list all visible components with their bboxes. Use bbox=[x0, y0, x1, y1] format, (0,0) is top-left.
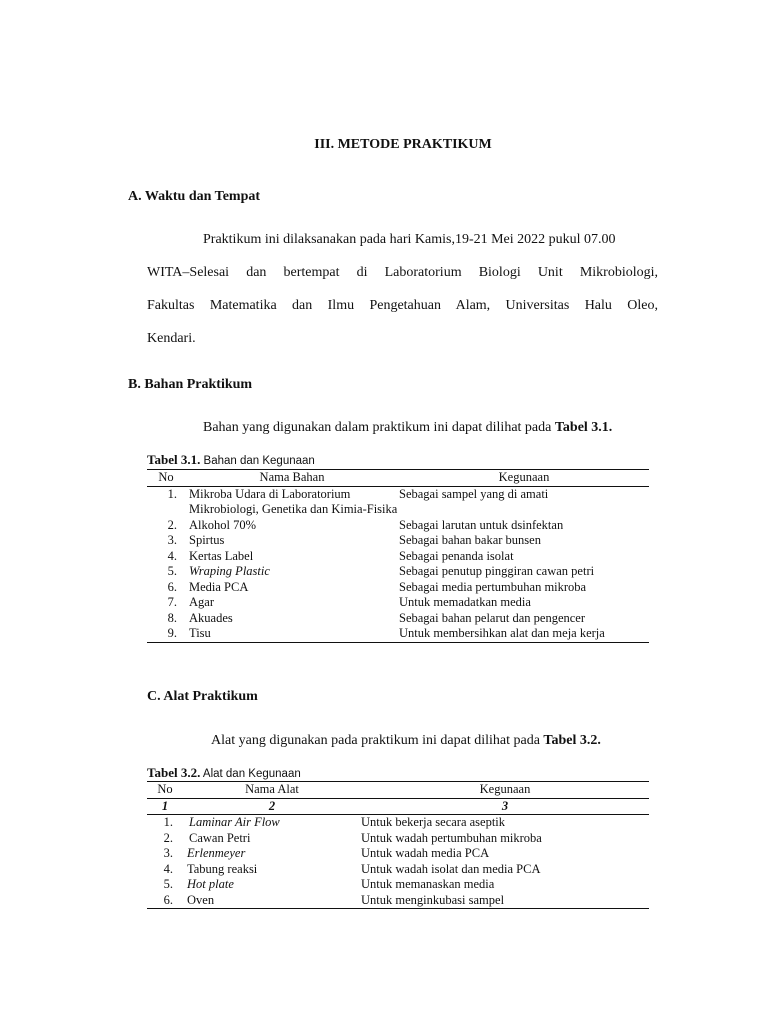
row-use: Sebagai sampel yang di amati bbox=[399, 486, 549, 501]
row-no: 5. bbox=[167, 564, 177, 578]
row-no: 1. bbox=[167, 486, 177, 501]
row-name: Spirtus bbox=[189, 533, 225, 547]
row-no: 8. bbox=[167, 610, 177, 625]
table-row bbox=[147, 862, 649, 878]
table2-header-name: Nama Alat bbox=[183, 782, 361, 799]
table1-caption-title: Bahan dan Kegunaan bbox=[200, 455, 315, 467]
table2-caption-title: Alat dan Kegunaan bbox=[200, 768, 301, 780]
row-use: Untuk memadatkan media bbox=[399, 595, 531, 609]
table-alat bbox=[147, 781, 649, 909]
row-no: 6. bbox=[147, 893, 183, 909]
section-c-heading: C. Alat Praktikum bbox=[147, 689, 258, 704]
section-c-intro-text: Alat yang digunakan pada praktikum ini dapat dilihat pada bbox=[211, 733, 544, 748]
section-b-heading: B. Bahan Praktikum bbox=[128, 377, 253, 392]
row-no: 6. bbox=[167, 579, 177, 594]
section-a-line-2: WITA–Selesai dan bertempat di Laboratorium Biologi Unit Mikrobiologi, bbox=[147, 265, 658, 280]
row-no: 7. bbox=[167, 595, 177, 609]
row-name: Erlenmeyer bbox=[187, 846, 246, 860]
row-name: Mikroba Udara di Laboratorium Mikrobiologi, Genetika dan Kimia-Fisika bbox=[189, 486, 398, 516]
row-use: Sebagai penanda isolat bbox=[399, 548, 514, 563]
row-name: Laminar Air Flow bbox=[189, 815, 280, 829]
table2-caption-label: Tabel 3.2. bbox=[147, 765, 201, 780]
table-bahan bbox=[147, 469, 649, 643]
row-no: 5. bbox=[163, 877, 173, 891]
row-name: Wraping Plastic bbox=[189, 564, 270, 578]
section-a-line-4: Kendari. bbox=[147, 331, 196, 346]
section-a-line-1: Praktikum ini dilaksanakan pada hari Kamis,19-21 Mei 2022 pukul 07.00 bbox=[203, 232, 616, 247]
row-name: Akuades bbox=[189, 610, 233, 625]
row-use: Untuk wadah media PCA bbox=[361, 846, 490, 860]
table-row bbox=[147, 549, 649, 565]
table2-caption bbox=[147, 765, 301, 781]
row-use: Untuk wadah isolat dan media PCA bbox=[361, 861, 541, 876]
table-row bbox=[147, 877, 649, 893]
row-name: Tisu bbox=[185, 626, 399, 642]
section-c-intro bbox=[211, 733, 661, 749]
table1-caption bbox=[147, 452, 315, 468]
table2-header-use: Kegunaan bbox=[361, 782, 649, 799]
table2-colnum-2: 2 bbox=[183, 798, 361, 815]
table-row bbox=[147, 580, 649, 596]
row-use: Sebagai bahan bakar bunsen bbox=[399, 533, 541, 547]
section-a-heading: A. Waktu dan Tempat bbox=[128, 189, 261, 204]
table2-colnum-3: 3 bbox=[361, 798, 649, 815]
table-row bbox=[147, 831, 649, 847]
table-row bbox=[147, 486, 649, 518]
row-no: 3. bbox=[167, 533, 177, 547]
row-name: Alkohol 70% bbox=[189, 517, 257, 532]
row-use: Untuk menginkubasi sampel bbox=[361, 893, 649, 909]
section-c-intro-ref: Tabel 3.2. bbox=[543, 733, 601, 748]
row-no: 2. bbox=[167, 517, 177, 532]
table-row bbox=[147, 893, 649, 909]
row-name: Agar bbox=[189, 595, 214, 609]
section-b-intro bbox=[203, 420, 663, 436]
row-no: 3. bbox=[163, 846, 173, 860]
section-a-line-3: Fakultas Matematika dan Ilmu Pengetahuan Alam, Universitas Halu Oleo, bbox=[147, 298, 658, 313]
row-use: Untuk bekerja secara aseptik bbox=[361, 815, 506, 829]
table-row bbox=[147, 518, 649, 534]
section-b-intro-ref: Tabel 3.1. bbox=[554, 420, 613, 435]
row-name: Tabung reaksi bbox=[187, 861, 258, 876]
row-no: 4. bbox=[167, 548, 177, 563]
table1-header-name: Nama Bahan bbox=[185, 470, 399, 487]
row-use: Untuk memanaskan media bbox=[361, 877, 495, 891]
table-row bbox=[147, 595, 649, 611]
row-name: Media PCA bbox=[189, 579, 249, 594]
row-use: Sebagai penutup pinggiran cawan petri bbox=[399, 564, 595, 578]
row-no: 2. bbox=[163, 830, 173, 845]
table2-header-no: No bbox=[147, 782, 183, 799]
table2-colnum-1: 1 bbox=[147, 798, 183, 815]
table-row bbox=[147, 564, 649, 580]
table1-caption-label: Tabel 3.1. bbox=[147, 452, 201, 467]
row-no: 9. bbox=[147, 626, 185, 642]
row-name: Cawan Petri bbox=[189, 830, 251, 845]
table1-header-use: Kegunaan bbox=[399, 470, 649, 487]
row-no: 4. bbox=[163, 861, 173, 876]
row-name: Kertas Label bbox=[189, 548, 254, 563]
row-name: Oven bbox=[183, 893, 361, 909]
table1-header-no: No bbox=[147, 470, 185, 487]
table-row bbox=[147, 611, 649, 627]
table-row bbox=[147, 815, 649, 831]
row-no: 1. bbox=[163, 815, 173, 829]
table-row bbox=[147, 846, 649, 862]
row-use: Sebagai media pertumbuhan mikroba bbox=[399, 579, 587, 594]
chapter-title: III. METODE PRAKTIKUM bbox=[314, 137, 492, 152]
row-use: Sebagai larutan untuk dsinfektan bbox=[399, 517, 564, 532]
row-use: Untuk membersihkan alat dan meja kerja bbox=[399, 626, 649, 642]
row-use: Sebagai bahan pelarut dan pengencer bbox=[399, 610, 586, 625]
table-row bbox=[147, 533, 649, 549]
table-row bbox=[147, 626, 649, 642]
row-name: Hot plate bbox=[187, 877, 234, 891]
section-b-intro-text: Bahan yang digunakan dalam praktikum ini dapat dilihat pada bbox=[203, 420, 555, 435]
row-use: Untuk wadah pertumbuhan mikroba bbox=[361, 830, 542, 845]
